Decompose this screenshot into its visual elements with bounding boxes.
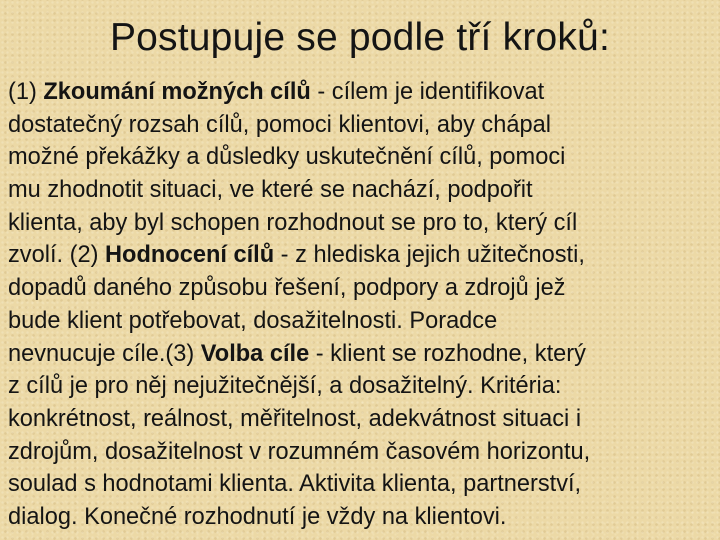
- text-run: klienta, aby byl schopen rozhodnout se pro to, který cíl: [8, 209, 578, 236]
- text-line: [8, 207, 720, 240]
- text-run-bold: Hodnocení cílů: [105, 242, 275, 269]
- text-run: zvolí. (2): [8, 242, 106, 269]
- text-run: z cílů je pro něj nejužitečnější, a dosažitelný. Kritéria:: [8, 373, 562, 400]
- slide-title: Postupuje se podle tří kroků:: [109, 16, 611, 59]
- text-run-bold: Zkoumání možných cílů: [43, 79, 311, 105]
- text-run: nevnucuje cíle.(3): [8, 340, 201, 367]
- text-run: konkrétnost, reálnost, měřitelnost, adekvátnost situaci i: [8, 405, 582, 432]
- text-line: [8, 305, 720, 338]
- text-run: dopadů daného způsobu řešení, podpory a zdrojů jež: [8, 275, 566, 302]
- text-line: [8, 468, 720, 501]
- text-line: [8, 141, 720, 174]
- slide-body-text: [8, 76, 720, 534]
- text-run: (1): [8, 79, 44, 105]
- text-line: [8, 272, 720, 305]
- text-line: [8, 436, 720, 469]
- text-line: [8, 370, 720, 403]
- text-run: bude klient potřebovat, dosažitelnosti. Poradce: [8, 307, 498, 334]
- text-line: [8, 403, 720, 436]
- text-run: soulad s hodnotami klienta. Aktivita klienta, partnerství,: [8, 471, 582, 498]
- text-run: dialog. Konečné rozhodnutí je vždy na klientovi.: [8, 503, 507, 530]
- text-run: dostatečný rozsah cílů, pomoci klientovi, aby chápal: [8, 111, 551, 138]
- text-run: - klient se rozhodne, který: [309, 340, 586, 367]
- text-line: [8, 239, 720, 272]
- text-line: [8, 109, 720, 142]
- text-line: [8, 501, 720, 534]
- text-line: [8, 174, 720, 207]
- text-run: možné překážky a důsledky uskutečnění cílů, pomoci: [8, 144, 566, 171]
- text-line: [8, 338, 720, 371]
- text-run-bold: Volba cíle: [200, 340, 310, 367]
- text-run: mu zhodnotit situaci, ve které se nachází, podpořit: [8, 177, 533, 204]
- text-run: zdrojům, dosažitelnost v rozumném časovém horizontu,: [8, 438, 591, 465]
- text-run: - z hlediska jejich užitečnosti,: [274, 242, 585, 269]
- text-line: [8, 76, 720, 109]
- text-run: - cílem je identifikovat: [310, 79, 545, 105]
